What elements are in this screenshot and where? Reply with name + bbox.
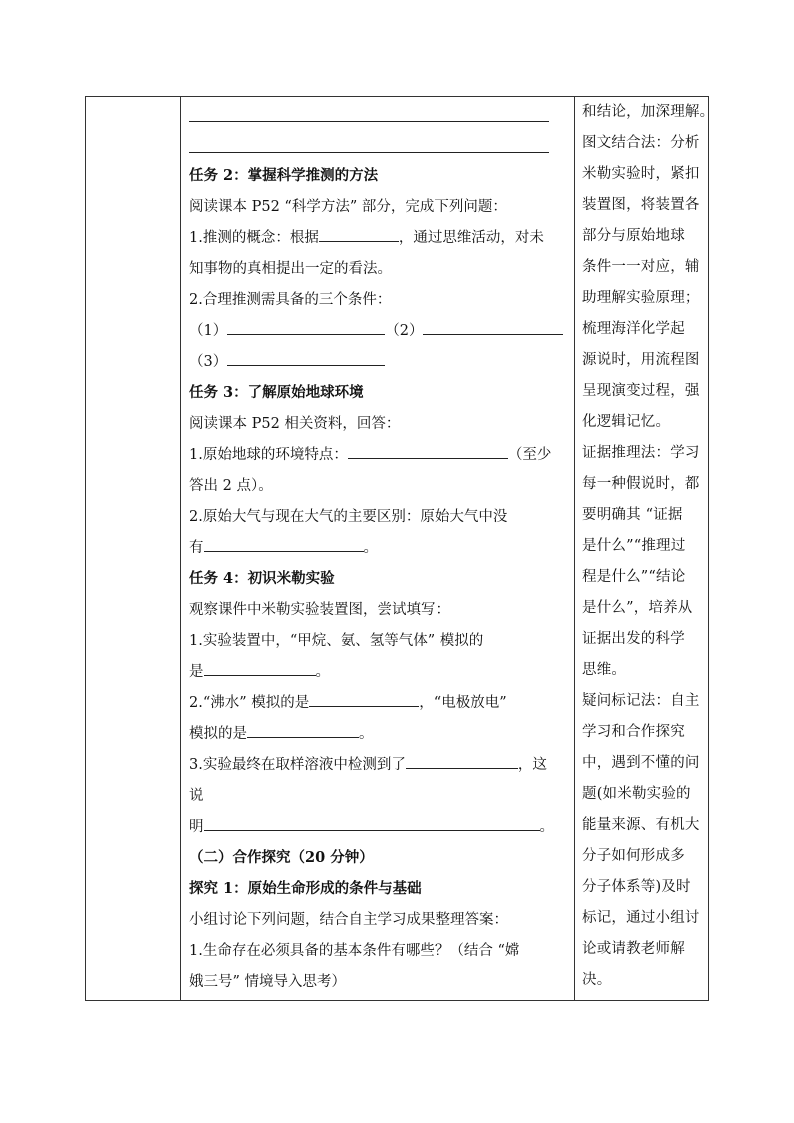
note-line: 疑问标记法：自主: [582, 693, 700, 709]
task3-title: 任务 3：了解原始地球环境: [189, 384, 364, 401]
note-line: 源说时，用流程图: [582, 352, 700, 368]
note-line: 证据出发的科学: [582, 631, 685, 647]
t4-q1-text-b: 是: [189, 664, 204, 680]
note-line: 分子体系等)及时: [582, 879, 691, 895]
task3-intro: 阅读课本 P52 相关资料，回答：: [189, 416, 401, 432]
explore1-title: 探究 1：原始生命形成的条件与基础: [189, 880, 422, 897]
note-line: 呈现演变过程，强: [582, 383, 700, 399]
task4-question-1: 1.实验装置中，“甲烷、氨、氢等气体” 模拟的: [189, 633, 484, 649]
t3-q1-text-b: （至少: [507, 447, 552, 463]
blank-t4-q3a[interactable]: [406, 752, 518, 769]
note-line: 化逻辑记忆。: [582, 414, 671, 430]
explore1-question-1: 1.生命存在必须具备的基本条件有哪些？（结合 “嫦: [189, 943, 520, 959]
note-line: 能量来源、有机大: [582, 817, 700, 833]
task3-question-1-cont: 答出 2 点）。: [189, 478, 273, 494]
note-line: 决。: [582, 972, 612, 988]
task3-question-1: [189, 440, 570, 470]
blank-t3-q2[interactable]: [204, 535, 364, 552]
task4-question-3: [189, 750, 570, 780]
task2-question-2: 2.合理推测需具备的三个条件：: [189, 292, 392, 308]
lesson-table: [85, 96, 715, 1001]
blank-t3-q1[interactable]: [348, 442, 508, 459]
t4-q2-text-a: 2.“沸水” 模拟的是: [189, 695, 310, 711]
note-line: 学习和合作探究: [582, 724, 685, 740]
note-line: 是什么”，培养从: [582, 600, 693, 616]
task2-question-1-cont: 知事物的真相提出一定的看法。: [189, 261, 392, 277]
t4-q1-text-c: 。: [315, 664, 330, 680]
t4-q3-text-a: 3.实验最终在取样溶液中检测到了: [189, 757, 406, 773]
note-line: 证据推理法：学习: [582, 445, 700, 461]
note-line: 是什么”“推理过: [582, 538, 686, 554]
note-line: 分子如何形成多: [582, 848, 685, 864]
task4-question-2: [189, 688, 570, 718]
task4-title: 任务 4：初识米勒实验: [189, 570, 335, 587]
answer-blank-line-1: [189, 121, 549, 122]
cond1-label: （1）: [189, 323, 228, 339]
task2-intro: 阅读课本 P52 “科学方法” 部分，完成下列问题：: [189, 199, 507, 215]
t3-q2-text-c: 。: [363, 540, 378, 556]
blank-t4-q2b[interactable]: [247, 721, 359, 738]
task4-question-3-cont: 说: [189, 788, 204, 804]
t4-q3-text-e: 。: [539, 819, 554, 835]
task4-question-1-cont: [189, 657, 570, 687]
explore1-intro: 小组讨论下列问题，结合自主学习成果整理答案：: [189, 912, 508, 928]
answer-blank-line-2: [189, 152, 549, 153]
note-line: 和结论，加深理解。: [582, 104, 715, 120]
note-line: 米勒实验时，紧扣: [582, 166, 700, 182]
cond2-label: （2）: [385, 323, 424, 339]
task3-question-2-cont: [189, 533, 570, 563]
section2-title: （二）合作探究（20 分钟）: [189, 849, 374, 866]
explore1-question-1-cont: 娥三号” 情境导入思考）: [189, 974, 347, 990]
blank-cond-3[interactable]: [227, 349, 385, 366]
task4-question-3-end: [189, 812, 570, 842]
blank-cond-1[interactable]: [227, 318, 385, 335]
note-line: 标记，通过小组讨: [582, 910, 700, 926]
t2-q1-text-a: 1.推测的概念：根据: [189, 230, 319, 246]
t3-q1-text-a: 1.原始地球的环境特点：: [189, 447, 348, 463]
blank-t4-q2a[interactable]: [309, 690, 419, 707]
note-line: 思维。: [582, 662, 627, 678]
blank-t4-q3b[interactable]: [204, 814, 540, 831]
note-line: 程是什么”“结论: [582, 569, 686, 585]
blank-t2-q1[interactable]: [319, 225, 399, 242]
note-line: 梳理海洋化学起: [582, 321, 685, 337]
t3-q2-text-b: 有: [189, 540, 204, 556]
t4-q2-text-c: 模拟的是: [189, 726, 247, 742]
method-notes-cell: [575, 97, 715, 1000]
note-line: 题(如米勒实验的: [582, 786, 691, 802]
blank-t4-q1[interactable]: [204, 659, 316, 676]
note-line: 要明确其 “证据: [582, 507, 683, 523]
t4-q2-text-b: ，“电极放电”: [419, 695, 507, 711]
note-line: 装置图，将装置各: [582, 197, 700, 213]
task4-question-2-cont: [189, 719, 570, 749]
task2-title: 任务 2：掌握科学推测的方法: [189, 167, 379, 184]
task-content-cell: [180, 97, 574, 1000]
t4-q3-text-d: 明: [189, 819, 204, 835]
task4-intro: 观察课件中米勒实验装置图，尝试填写：: [189, 602, 450, 618]
t4-q3-text-b: ，这: [517, 757, 547, 773]
blank-cond-2[interactable]: [423, 318, 563, 335]
note-line: 中，遇到不懂的问: [582, 755, 700, 771]
note-line: 图文结合法：分析: [582, 135, 700, 151]
task2-question-1: [189, 223, 570, 253]
task3-question-2: 2.原始大气与现在大气的主要区别：原始大气中没: [189, 509, 508, 525]
note-line: 条件一一对应，辅: [582, 259, 700, 275]
note-line: 部分与原始地球: [582, 228, 685, 244]
note-line: 助理解实验原理；: [582, 290, 700, 306]
t2-q1-text-b: ，通过思维活动，对未: [398, 230, 544, 246]
note-line: 论或请教老师解: [582, 941, 685, 957]
cond3-label: （3）: [189, 354, 228, 370]
t4-q2-text-d: 。: [359, 726, 374, 742]
task2-conditions-1-2: [189, 316, 570, 346]
note-line: 每一种假说时，都: [582, 476, 700, 492]
task2-condition-3: [189, 347, 570, 377]
